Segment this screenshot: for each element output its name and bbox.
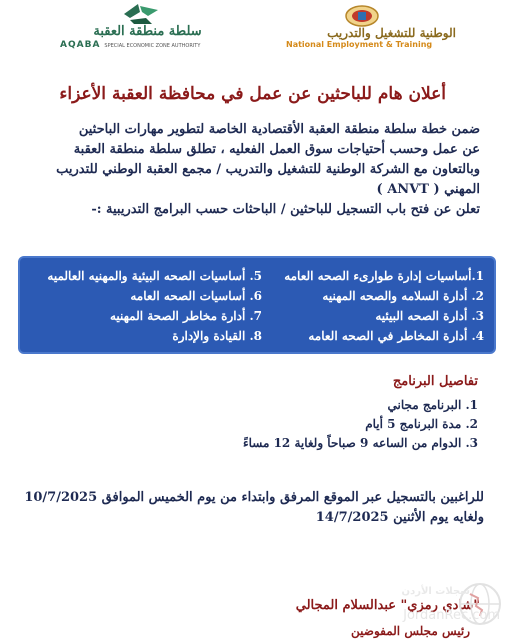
program-item: 5. أساسيات الصحه البيئية والمهنيه العالميه [47,269,262,283]
aqaba-logo-mark-icon [118,2,164,26]
intro-line: وبالتعاون مع الشركة الوطنية للتشغيل والتدريب / مجمع العقبة الوطني للتدريب [56,162,480,177]
net-emblem-icon [344,4,380,28]
program-item: 4. أدارة المخاطر في الصحه العامه [308,329,484,343]
intro-line: ضمن خطة سلطة منطقة العقبة الأقتصادية الخاصة لتطوير مهارات الباحثين [78,122,480,137]
details-item: 3. الدوام من الساعه 9 صباحاً ولغاية 12 مساءً [242,436,478,450]
program-item: 8. القيادة والإدارة [172,329,262,343]
program-item: 6. أساسيات الصحه العامه [130,289,262,303]
registration-line: للراغبين بالتسجيل عبر الموقع المرفق وابتداء من يوم الخميس الموافق 10/7/2025 [24,490,484,505]
net-logo [286,4,466,52]
program-item: 3. أدارة الصحه البيئيه [375,309,484,323]
program-item: 7. أدارة مخاطر الصحة المهنيه [109,309,262,323]
program-item: 2. أدارة السلامه والصحه المهنيه [322,289,484,303]
aqaba-logo [60,2,235,52]
registration-line: ولغايه يوم الأثنين 14/7/2025 [315,510,484,525]
intro-line: تعلن عن فتح باب التسجيل للباحثين / الباحثات حسب البرامج التدريبية :- [91,202,480,217]
details-item: 2. مدة البرنامج 5 أيام [365,417,478,431]
aqaba-logo-arabic: سلطة منطقة العقبة [93,24,202,39]
signatory-name: "شادي رمزي" عبدالسلام المجالي [295,598,480,613]
details-title: تفاصيل البرنامج [392,374,478,389]
net-logo-english: National Employment & Training [286,40,433,49]
details-item: 1. البرنامج مجاني [387,398,478,412]
programs-column-left [26,266,262,346]
programs-box [18,256,496,354]
intro-paragraph [18,120,480,220]
aqaba-logo-english: AQABA SPECIAL ECONOMIC ZONE AUTHORITY [60,40,201,50]
aqaba-logo-english-sub: SPECIAL ECONOMIC ZONE AUTHORITY [104,43,201,49]
watermark-arabic: سجلات الأردن [401,586,470,597]
intro-line: المهني ( ANVT ) [376,182,480,197]
details-list [230,396,478,453]
signatory-title: رئيس مجلس المفوضين [351,624,470,638]
net-logo-arabic: الوطنية للتشغيل والتدريب [327,26,456,40]
intro-line: عن عمل وحسب أحتياجات سوق العمل الفعليه ، تطلق سلطة منطقة العقبة [73,142,480,157]
watermark-english: JordanRec.com [403,608,500,623]
programs-column-right [264,266,484,346]
announcement-headline: أعلان هام للباحثين عن عمل في محافظة العقبة الأعزاء [59,84,446,104]
jordanrec-watermark [350,580,510,638]
registration-info [24,488,484,528]
program-item: 1.أساسيات إدارة طوارىء الصحه العامه [284,269,484,283]
